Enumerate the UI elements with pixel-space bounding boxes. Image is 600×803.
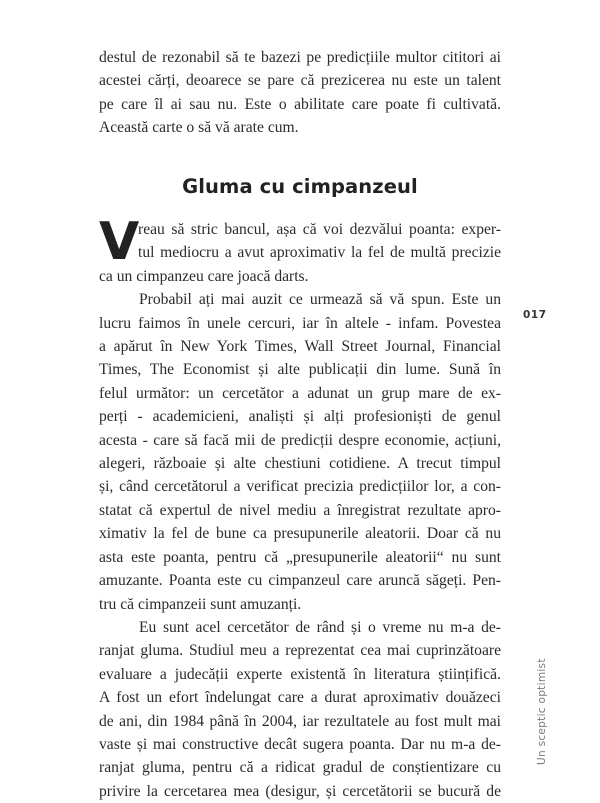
text-line: lucru faimos în unele cercuri, iar în altele - infam. Povestea: [99, 314, 501, 332]
text-line: de ani, din 1984 până în 2004, iar rezultatele au fost mult mai: [99, 712, 501, 730]
text-line: acesta - care să facă mii de predicții despre economie, acțiuni,: [99, 431, 501, 449]
text-line: Probabil ați mai auzit ce urmează să vă spun. Este un: [139, 291, 501, 309]
text-line: pe care îl ai sau nu. Este o abilitate care poate fi cultivată.: [99, 95, 501, 113]
text-line: privire la cercetarea mea (desigur, și cercetătorii se bucură de: [99, 782, 501, 800]
intro-paragraph: [99, 46, 501, 140]
text-line: statat că expertul de nivel mediu a înregistrat rezultate apro-: [99, 501, 501, 519]
text-line: Această carte o să vă arate cum.: [99, 119, 299, 137]
page-number: 017: [523, 309, 547, 321]
text-line: alegeri, războaie și alte chestiuni cotidiene. A trecut timpul: [99, 455, 501, 473]
text-line: perți - academicieni, analiști și alți profesioniști de genul: [99, 408, 501, 426]
text-line: tru că cimpanzeii sunt amuzanți.: [99, 595, 302, 613]
text-line: A fost un efort îndelungat care a durat aproximativ douăzeci: [99, 689, 501, 707]
section-body: [99, 212, 501, 803]
section-heading: Gluma cu cimpanzeul: [182, 175, 418, 198]
text-line: evaluare a judecății experte existentă în literatura științifică.: [99, 665, 501, 683]
text-line: și, când cercetătorul a verificat precizia predicțiilor lor, a con-: [99, 478, 501, 496]
text-line: tul mediocru a avut aproximativ la fel de multă precizie: [138, 244, 501, 262]
text-line: ranjat gluma, pentru că a ridicat gradul de conștientizare cu: [99, 759, 501, 777]
text-line: reau să stric bancul, așa că voi dezvălui poanta: exper-: [138, 221, 501, 238]
text-line: asta este poanta, pentru că „presupunerile aleatorii“ nu sunt: [99, 548, 501, 566]
text-line: acestei cărți, deoarece se pare că prezicerea nu este un talent: [99, 72, 501, 90]
text-line: Eu sunt acel cercetător de rând și o vreme nu m-a de-: [139, 618, 501, 636]
running-head: Un sceptic optimist: [536, 658, 548, 765]
text-line: a apărut în New York Times, Wall Street Journal, Financial: [99, 338, 501, 356]
drop-cap: V: [99, 212, 140, 272]
text-line: Times, The Economist și alte publicații din lume. Sună în: [99, 361, 501, 379]
text-line: ca un cimpanzeu care joacă darts.: [99, 267, 309, 285]
text-line: felul următor: un cercetător a adunat un grup mare de ex-: [99, 384, 501, 402]
text-line: amuzante. Poanta este cu cimpanzeul care aruncă săgeți. Pen-: [99, 572, 501, 590]
text-line: ranjat gluma. Studiul meu a reprezentat cea mai cuprinzătoare: [99, 642, 501, 660]
text-line: destul de rezonabil să te bazezi pe predicțiile multor cititori ai: [99, 49, 501, 66]
text-line: vaste și mai constructive decât sugera poanta. Dar nu m-a de-: [99, 735, 501, 753]
text-line: ximativ la fel de bune ca presupunerile aleatorii. Doar că nu: [99, 525, 501, 543]
